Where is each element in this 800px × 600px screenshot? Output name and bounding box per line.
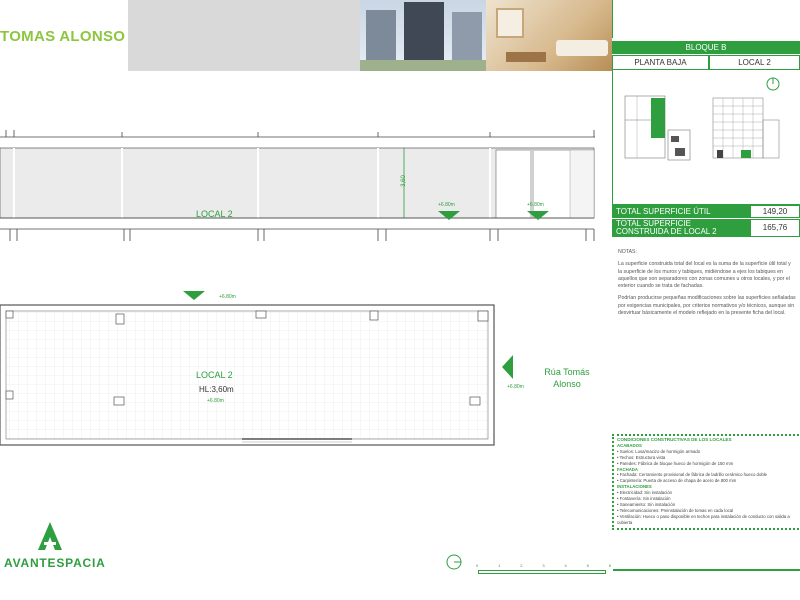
logo-text: AVANTESPACIA [4,556,106,570]
logo-mark-icon [36,522,64,552]
conditions-item: • Paredes: Fábrica de bloque hueco de hormigón de 150 mm [617,460,734,466]
header-photo-strip [128,0,612,71]
floor-plan-ceiling-height: HL:3,60m [199,385,234,394]
conditions-item: • Saneamiento: Sin instalación [617,501,676,507]
conditions-section-facade: FACHADA [617,466,639,472]
floor-plan-level-street: +6.80m [507,384,524,390]
scale-tick: 5 [586,563,589,568]
info-top-blank [612,0,800,38]
scale-tick: 6 [608,563,611,568]
useful-area-value: 149,20 [750,205,800,218]
conditions-section-finishes: ACABADOS [617,442,642,448]
building-photo [360,0,486,71]
conditions-item: • Electricidad: Sin instalación [617,490,673,496]
scale-ticks [476,563,611,568]
scale-tick: 1 [498,563,501,568]
conditions-item: • Ventilación: Hueco o paso disponible en techos para instalación de conducto con salida a cubierta [617,513,790,525]
north-arrow-icon [444,552,464,572]
elevation-height-dim: 3,60 [400,175,407,187]
key-plan-drawing [613,70,800,204]
conditions-item: • Carpintería: Puerta de acceso de chapa de acero de 800 mm [617,478,737,484]
interior-photo [486,0,612,71]
notes-section [618,249,796,322]
scale-tick: 0 [476,563,479,568]
floor-plan-label: LOCAL 2 [196,370,233,380]
unit-cell: LOCAL 2 [709,55,800,70]
conditions-section-installations: INSTALACIONES [617,484,652,490]
elevation-level-2: +6.80m [527,202,544,208]
footer-rule [613,569,800,571]
conditions-item: • Fontanería: Sin instalación [617,496,671,502]
notes-heading: NOTAS: [618,249,637,255]
scale-tick: 3 [542,563,545,568]
conditions-item: • Techos: Estructura vista [617,454,666,460]
conditions-item: • Fachada: Cerramiento provisional de fábrica de ladrillo cerámico hueco doble [617,472,768,478]
conditions-item: • Suelos: Losa/macizo de hormigón armado [617,448,701,454]
elevation-drawing [0,120,600,245]
elevation-level-1: +6.80m [438,202,455,208]
elevation-label: LOCAL 2 [196,209,233,219]
scale-bar [478,570,606,574]
built-area-label: TOTAL SUPERFICIE CONSTRUIDA DE LOCAL 2 [612,219,750,237]
conditions-title: CONDICIONES CONSTRUCTIVAS DE LOS LOCALES [617,437,732,442]
street-name-line-2: Alonso [553,379,581,389]
notes-paragraph-2: Podrían producirse pequeñas modificaciones sobre las superficies señaladas por exigencias municipales, por criterios normativos y/o técnicos, aunque sin desvirtuar básicamente el modelo reflejado en la presente ficha del local. [618,295,796,317]
scale-tick: 4 [564,563,567,568]
notes-paragraph-1: La superficie construida total del local es la suma de la superficie útil total y la superficie de los muros y tabiques, midiéndose a ejes los tabiques en aquellos que son separadores con zonas comunes u otros locales, y por el exterior cuando se trata de fachadas. [618,261,791,290]
key-plan-area [612,70,800,204]
street-name [532,366,602,390]
construction-conditions [612,434,799,530]
built-area-value: 165,76 [750,219,800,237]
floor-plan-level-inside: +6.80m [207,398,224,404]
street-name-line-1: Rúa Tomás [544,367,590,377]
floor-cell: PLANTA BAJA [612,55,709,70]
conditions-item: • Telecomunicaciones: Preinstalación de tomas en cada local [617,507,734,513]
useful-area-label: TOTAL SUPERFICIE ÚTIL [612,205,750,218]
floor-plan-level-top: +6.80m [219,294,236,300]
floor-plan-drawing [0,285,600,450]
brand-title: TOMAS ALONSO [0,28,126,45]
scale-tick: 2 [520,563,523,568]
block-header: BLOQUE B [612,41,800,54]
